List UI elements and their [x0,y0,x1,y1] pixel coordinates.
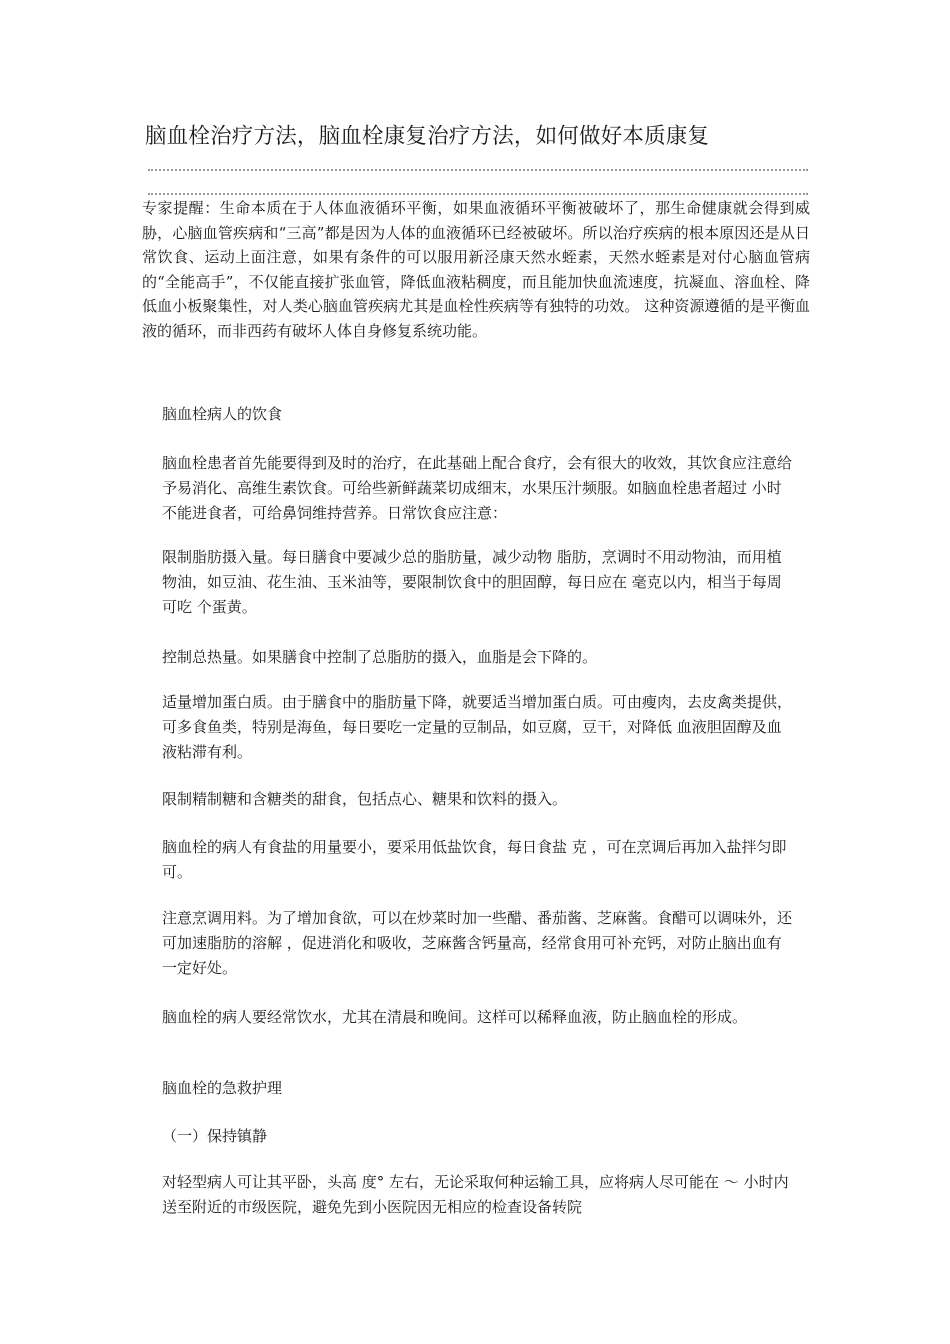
list-item: 脑血栓的病人有食盐的用量要小，要采用低盐饮食，每日食盐 克 ，可在烹调后再加入盐拌匀即可。 [162,838,787,881]
list-item: 脑血栓的病人要经常饮水，尤其在清晨和晚间。这样可以稀释血液，防止脑血栓的形成。 [162,1008,748,1026]
list-item: 限制精制糖和含糖类的甜食，包括点心、糖果和饮料的摄入。 [162,790,568,808]
list-item: 注意烹调用料。为了增加食欲，可以在炒菜时加一些醋、番茄酱、芝麻酱。食醋可以调味外，还可加速脂肪的溶解 ，促进消化和吸收，芝麻酱含钙量高，经常食用可补充钙，对防止脑出血有一定好处。 [162,909,793,977]
body-paragraph: 脑血栓患者首先能要得到及时的治疗，在此基础上配合食疗，会有很大的收效，其饮食应注意给予易消化、高维生素饮食。可给些新鲜蔬菜切成细末，水果压汁频服。如脑血栓患者超过 小时不能进食者，可给鼻饲维持营养。日常饮食应注意： [162,454,793,522]
section-heading-diet: 脑血栓病人的饮食 [162,405,283,423]
intro-paragraph: 专家提醒：生命本质在于人体血液循环平衡，如果血液循环平衡被破坏了，那生命健康就会得到威胁，心脑血管疾病和“三高”都是因为人体的血液循环已经被破坏。所以治疗疾病的根本原因还是从日常饮食、运动上面注意，如果有条件的可以服用新泾康天然水蛭素，天然水蛭素是对付心脑血管病的“全能高手”，不仅能直接扩张血管，降低血液粘稠度，而且能加快血流速度，抗凝血、溶血栓、降低血小板聚集性，对人类心脑血管疾病尤其是血栓性疾病等有独特的功效。 这种资源遵循的是平衡血液的循环，而非西药有破坏人体自身修复系统功能。 [142,199,810,340]
section-heading-first-aid: 脑血栓的急救护理 [162,1079,283,1097]
subsection-heading: （一）保持镇静 [162,1127,268,1145]
title-divider-top [148,169,808,171]
list-item: 限制脂肪摄入量。每日膳食中要减少总的脂肪量，减少动物 脂肪，烹调时不用动物油，而用植物油，如豆油、花生油、玉米油等，要限制饮食中的胆固醇，每日应在 毫克以内，相当于每周可吃 个蛋黄。 [162,548,782,616]
list-item: 控制总热量。如果膳食中控制了总脂肪的摄入，血脂是会下降的。 [162,648,598,666]
body-paragraph: 对轻型病人可让其平卧，头高 度° 左右，无论采取何种运输工具，应将病人尽可能在 ～ 小时内送至附近的市级医院，避免先到小医院因无相应的检查设备转院 [162,1173,789,1216]
list-item: 适量增加蛋白质。由于膳食中的脂肪量下降，就要适当增加蛋白质。可由瘦肉，去皮禽类提供，可多食鱼类，特别是海鱼，每日要吃一定量的豆制品，如豆腐，豆干，对降低 血液胆固醇及血液粘滞有利。 [162,693,793,761]
title-divider-bottom [148,193,808,195]
document-title: 脑血栓治疗方法，脑血栓康复治疗方法，如何做好本质康复 [145,124,710,149]
